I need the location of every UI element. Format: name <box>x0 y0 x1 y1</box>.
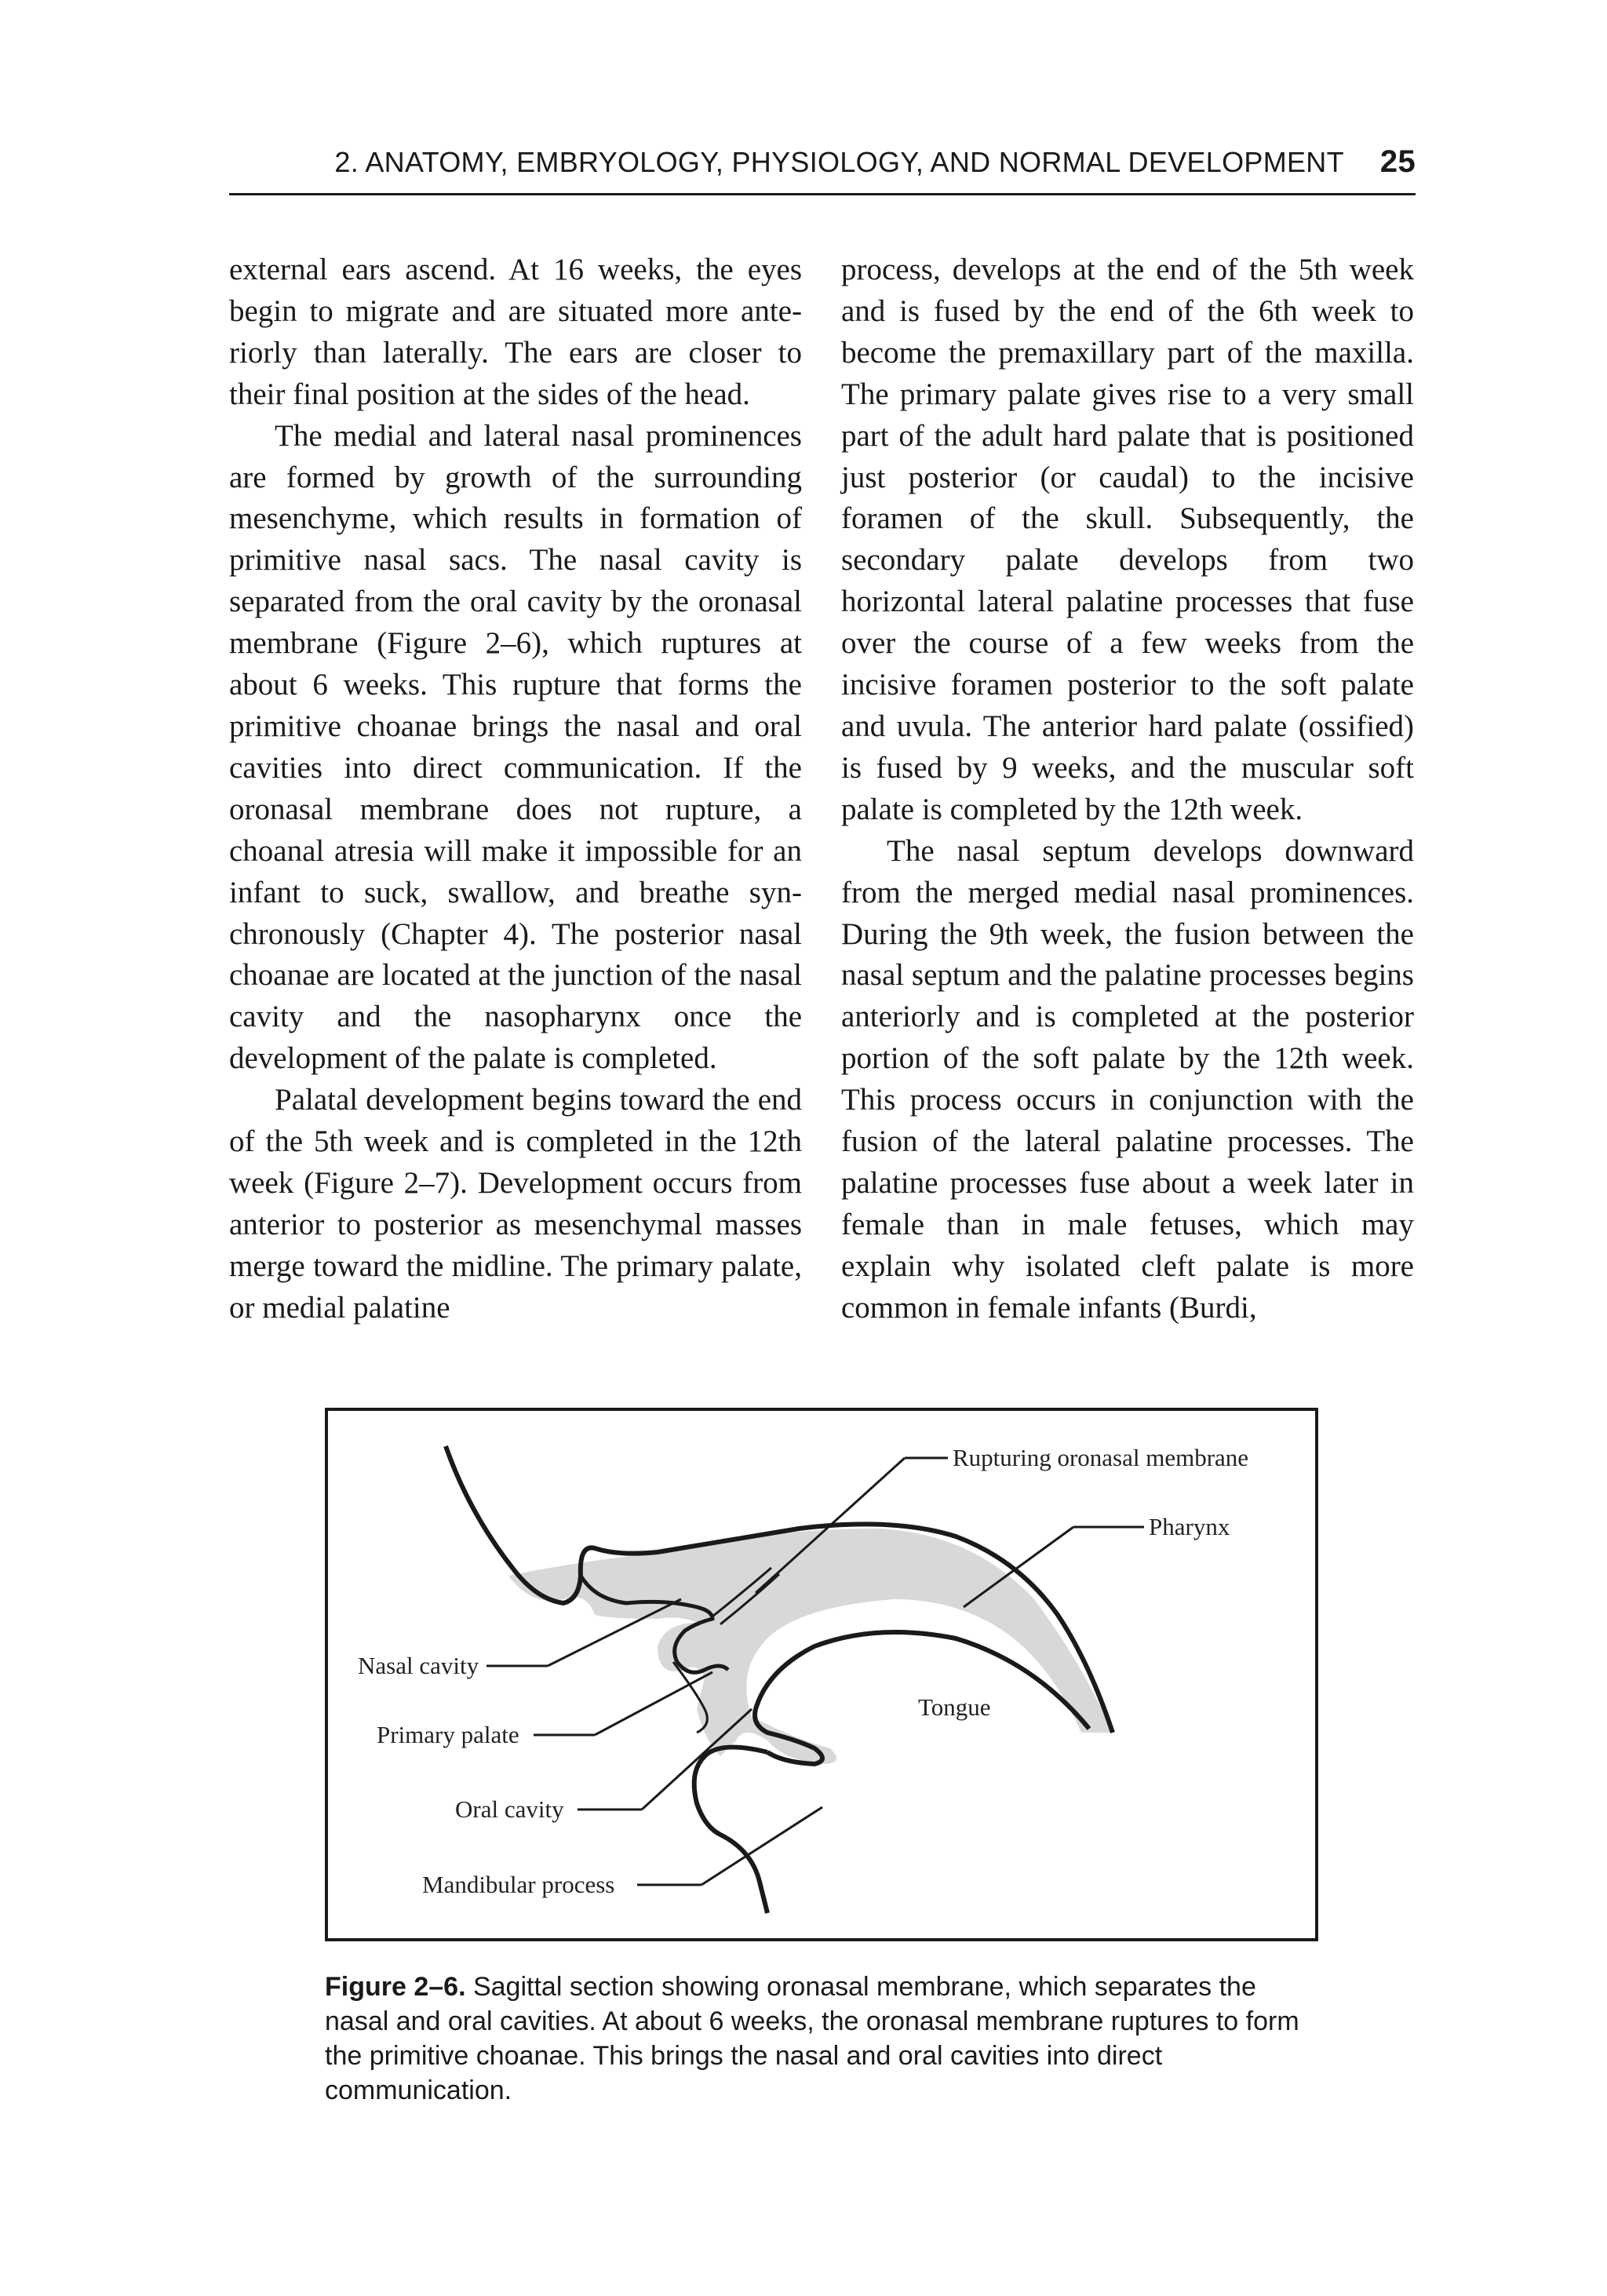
label-oral-cavity: Oral cavity <box>455 1795 564 1823</box>
paragraph: Palatal development begins toward the end of the 5th week and is completed in the 12th week (Figure 2–7). Development occurs from anterior to posterior as mesenchymal masses merge toward the midline. The primary palate, or medial palatine <box>229 1083 802 1325</box>
caption-text: Sagittal section showing oronasal membrane, which separates the nasal and oral cavities. At about 6 weeks, the oronasal membrane ruptures to form the primitive choanae. This brings the nasal and oral cavities into direct communication. <box>325 1972 1299 2105</box>
paragraph: process, develops at the end of the 5th week and is fused by the end of the 6th week to become the premaxillary part of the maxilla. The primary palate gives rise to a very small part of the adult hard palate that is positioned just posterior (or caudal) to the incisive foramen of the skull. Subsequently, the secondary palate develops from two horizontal lateral palatine processes that fuse over the course of a few weeks from the incisive foramen posterior to the soft palate and uvula. The anterior hard palate (ossified) is fused by 9 weeks, and the muscular soft palate is completed by the 12th week. <box>841 253 1414 826</box>
figure-diagram <box>325 1408 1318 1941</box>
page-number: 25 <box>1379 144 1416 179</box>
caption-label: Figure 2–6. <box>325 1972 466 2002</box>
leader-line <box>595 1672 712 1735</box>
paragraph: external ears ascend. At 16 weeks, the eyes begin to migrate and are situated more anteriorly than laterally. The ears are closer to their final position at the sides of the head. <box>229 253 802 411</box>
running-head <box>229 144 1416 180</box>
paragraph: The medial and lateral nasal prominences are formed by growth of the surrounding mesenchyme, which results in formation of primitive nasal sacs. The nasal cavity is separated from the oral cavity by the oronasal membrane (Figure 2–6), which ruptures at about 6 weeks. This rupture that forms the primitive choanae brings the nasal and oral cavities into direct communication. If the oronasal membrane does not rupture, a choanal atresia will make it impossible for an infant to suck, swallow, and breathe synchronously (Chapter 4). The posterior nasal choanae are located at the junction of the nasal cavity and the nasopharynx once the development of the palate is completed. <box>229 418 802 1076</box>
label-mandibular-process: Mandibular process <box>422 1871 615 1898</box>
label-nasal-cavity: Nasal cavity <box>358 1652 479 1679</box>
paragraph: The nasal septum develops downward from the merged medial nasal prominences. During the 9th week, the fusion between the nasal septum and the palatine processes begins anteriorly and is completed at the posterior portion of the soft palate by the 12th week. This process occurs in conjunction with the fusion of the lateral palatine processes. The palatine processes fuse about a week later in female than in male fetuses, which may explain why isolated cleft palate is more common in female infants (Burdi, <box>841 833 1414 1325</box>
sagittal-section-diagram <box>328 1411 1321 1944</box>
label-tongue: Tongue <box>918 1693 991 1721</box>
label-primary-palate: Primary palate <box>377 1721 519 1748</box>
chapter-title: 2. ANATOMY, EMBRYOLOGY, PHYSIOLOGY, AND NORMAL DEVELOPMENT <box>334 146 1344 178</box>
leader-line <box>701 1807 822 1885</box>
left-column <box>229 250 802 1329</box>
mandible-outline <box>694 1748 767 1913</box>
header-rule <box>229 193 1416 195</box>
figure-caption <box>325 1970 1321 2108</box>
right-column <box>841 250 1414 1329</box>
label-pharynx: Pharynx <box>1149 1513 1230 1540</box>
label-rupturing-oronasal-membrane: Rupturing oronasal membrane <box>953 1444 1249 1471</box>
